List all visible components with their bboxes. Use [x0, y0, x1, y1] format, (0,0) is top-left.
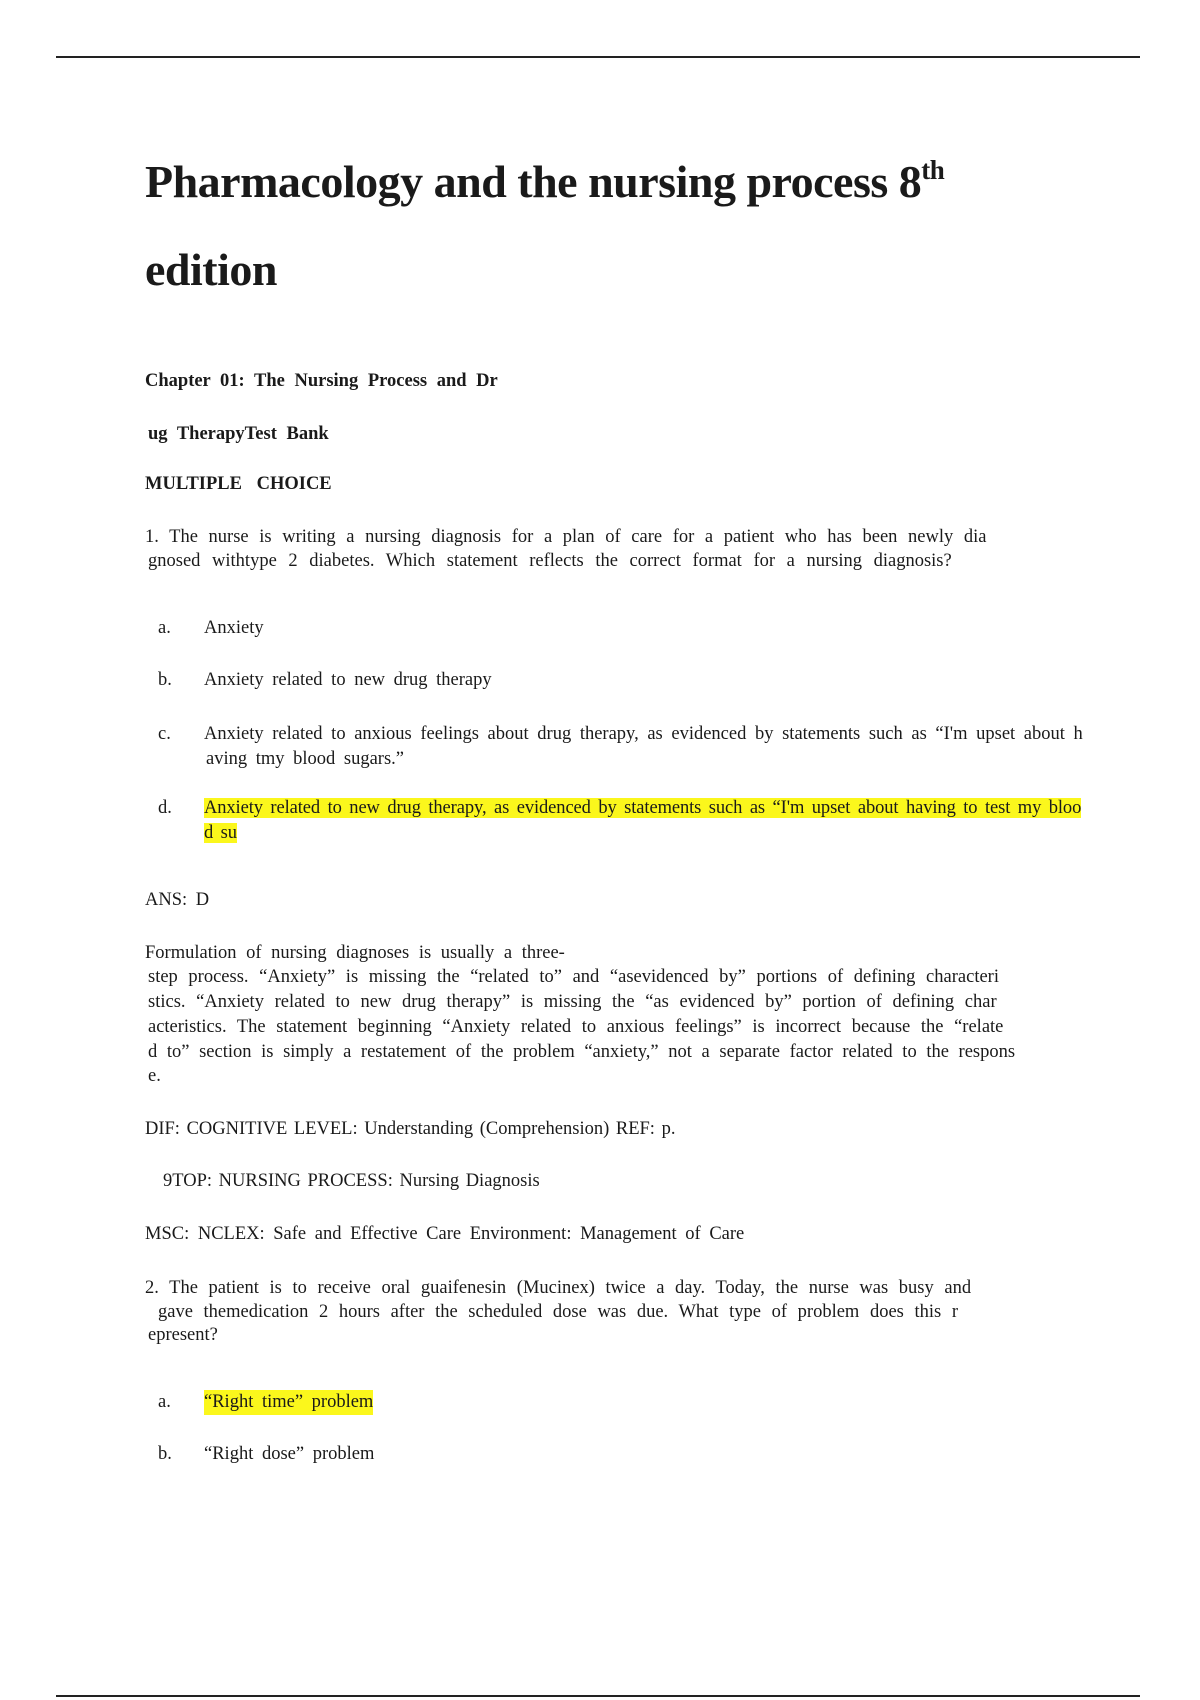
chapter-heading-line1: Chapter 01: The Nursing Process and Dr [145, 371, 498, 391]
section-heading: MULTIPLE CHOICE [145, 474, 332, 494]
option-letter: c. [158, 724, 171, 744]
option-text [204, 796, 1200, 845]
option-text: Anxiety related to new drug therapy [204, 670, 492, 690]
rationale-line: acteristics. The statement beginning “Anxiety related to anxious feelings” is incorrect because the “relate [148, 1017, 1004, 1037]
msc-line: MSC: NCLEX: Safe and Effective Care Environment: Management of Care [145, 1224, 745, 1244]
question-stem-line1: 1. The nurse is writing a nursing diagnosis for a plan of care for a patient who has been newly dia [145, 527, 987, 547]
title-superscript: th [921, 155, 945, 185]
rationale-line: stics. “Anxiety related to new drug therapy” is missing the “as evidenced by” portion of defining char [148, 992, 997, 1012]
option-letter: a. [158, 1392, 171, 1412]
question-stem-line2: gave themedication 2 hours after the scheduled dose was due. What type of problem does this r [158, 1302, 958, 1322]
answer-highlight: “Right time” problem [204, 1390, 373, 1415]
question-stem-line1: 2. The patient is to receive oral guaifenesin (Mucinex) twice a day. Today, the nurse was busy and [145, 1278, 972, 1298]
answer-highlight: Anxiety related to new drug therapy, as evidenced by statements such as “I'm upset about having to test my bloo [204, 798, 1082, 818]
rationale-line: e. [148, 1066, 161, 1086]
difficulty-line: DIF: COGNITIVE LEVEL: Understanding (Comprehension) REF: p. [145, 1119, 676, 1139]
top-rule [56, 56, 1140, 58]
bottom-rule [56, 1695, 1140, 1697]
topic-line: 9TOP: NURSING PROCESS: Nursing Diagnosis [163, 1171, 540, 1191]
option-letter: b. [158, 1444, 172, 1464]
title-line2: edition [145, 244, 277, 295]
option-letter: d. [158, 798, 172, 818]
option-letter: a. [158, 618, 171, 638]
chapter-heading-line2: ug TherapyTest Bank [148, 424, 329, 444]
answer-highlight: d su [204, 822, 237, 843]
option-text: Anxiety related to anxious feelings about drug therapy, as evidenced by statements such as “I'm upset about h aving tmy blood sugars.” [204, 724, 1083, 769]
question-stem-line3: epresent? [148, 1325, 218, 1345]
document-title: Pharmacology and the nursing process 8th edition [145, 155, 945, 295]
answer-label: ANS: D [145, 890, 210, 910]
option-text: “Right dose” problem [204, 1444, 375, 1464]
option-text: Anxiety [204, 618, 264, 638]
rationale-line: d to” section is simply a restatement of the problem “anxiety,” not a separate factor related to the respons [148, 1042, 1016, 1062]
rationale-line: Formulation of nursing diagnoses is usually a three- [145, 943, 565, 963]
question-stem-line2: gnosed withtype 2 diabetes. Which statement reflects the correct format for a nursing diagnosis? [148, 551, 952, 571]
rationale-line: step process. “Anxiety” is missing the “related to” and “asevidenced by” portions of defining characteri [148, 967, 999, 987]
option-letter: b. [158, 670, 172, 690]
